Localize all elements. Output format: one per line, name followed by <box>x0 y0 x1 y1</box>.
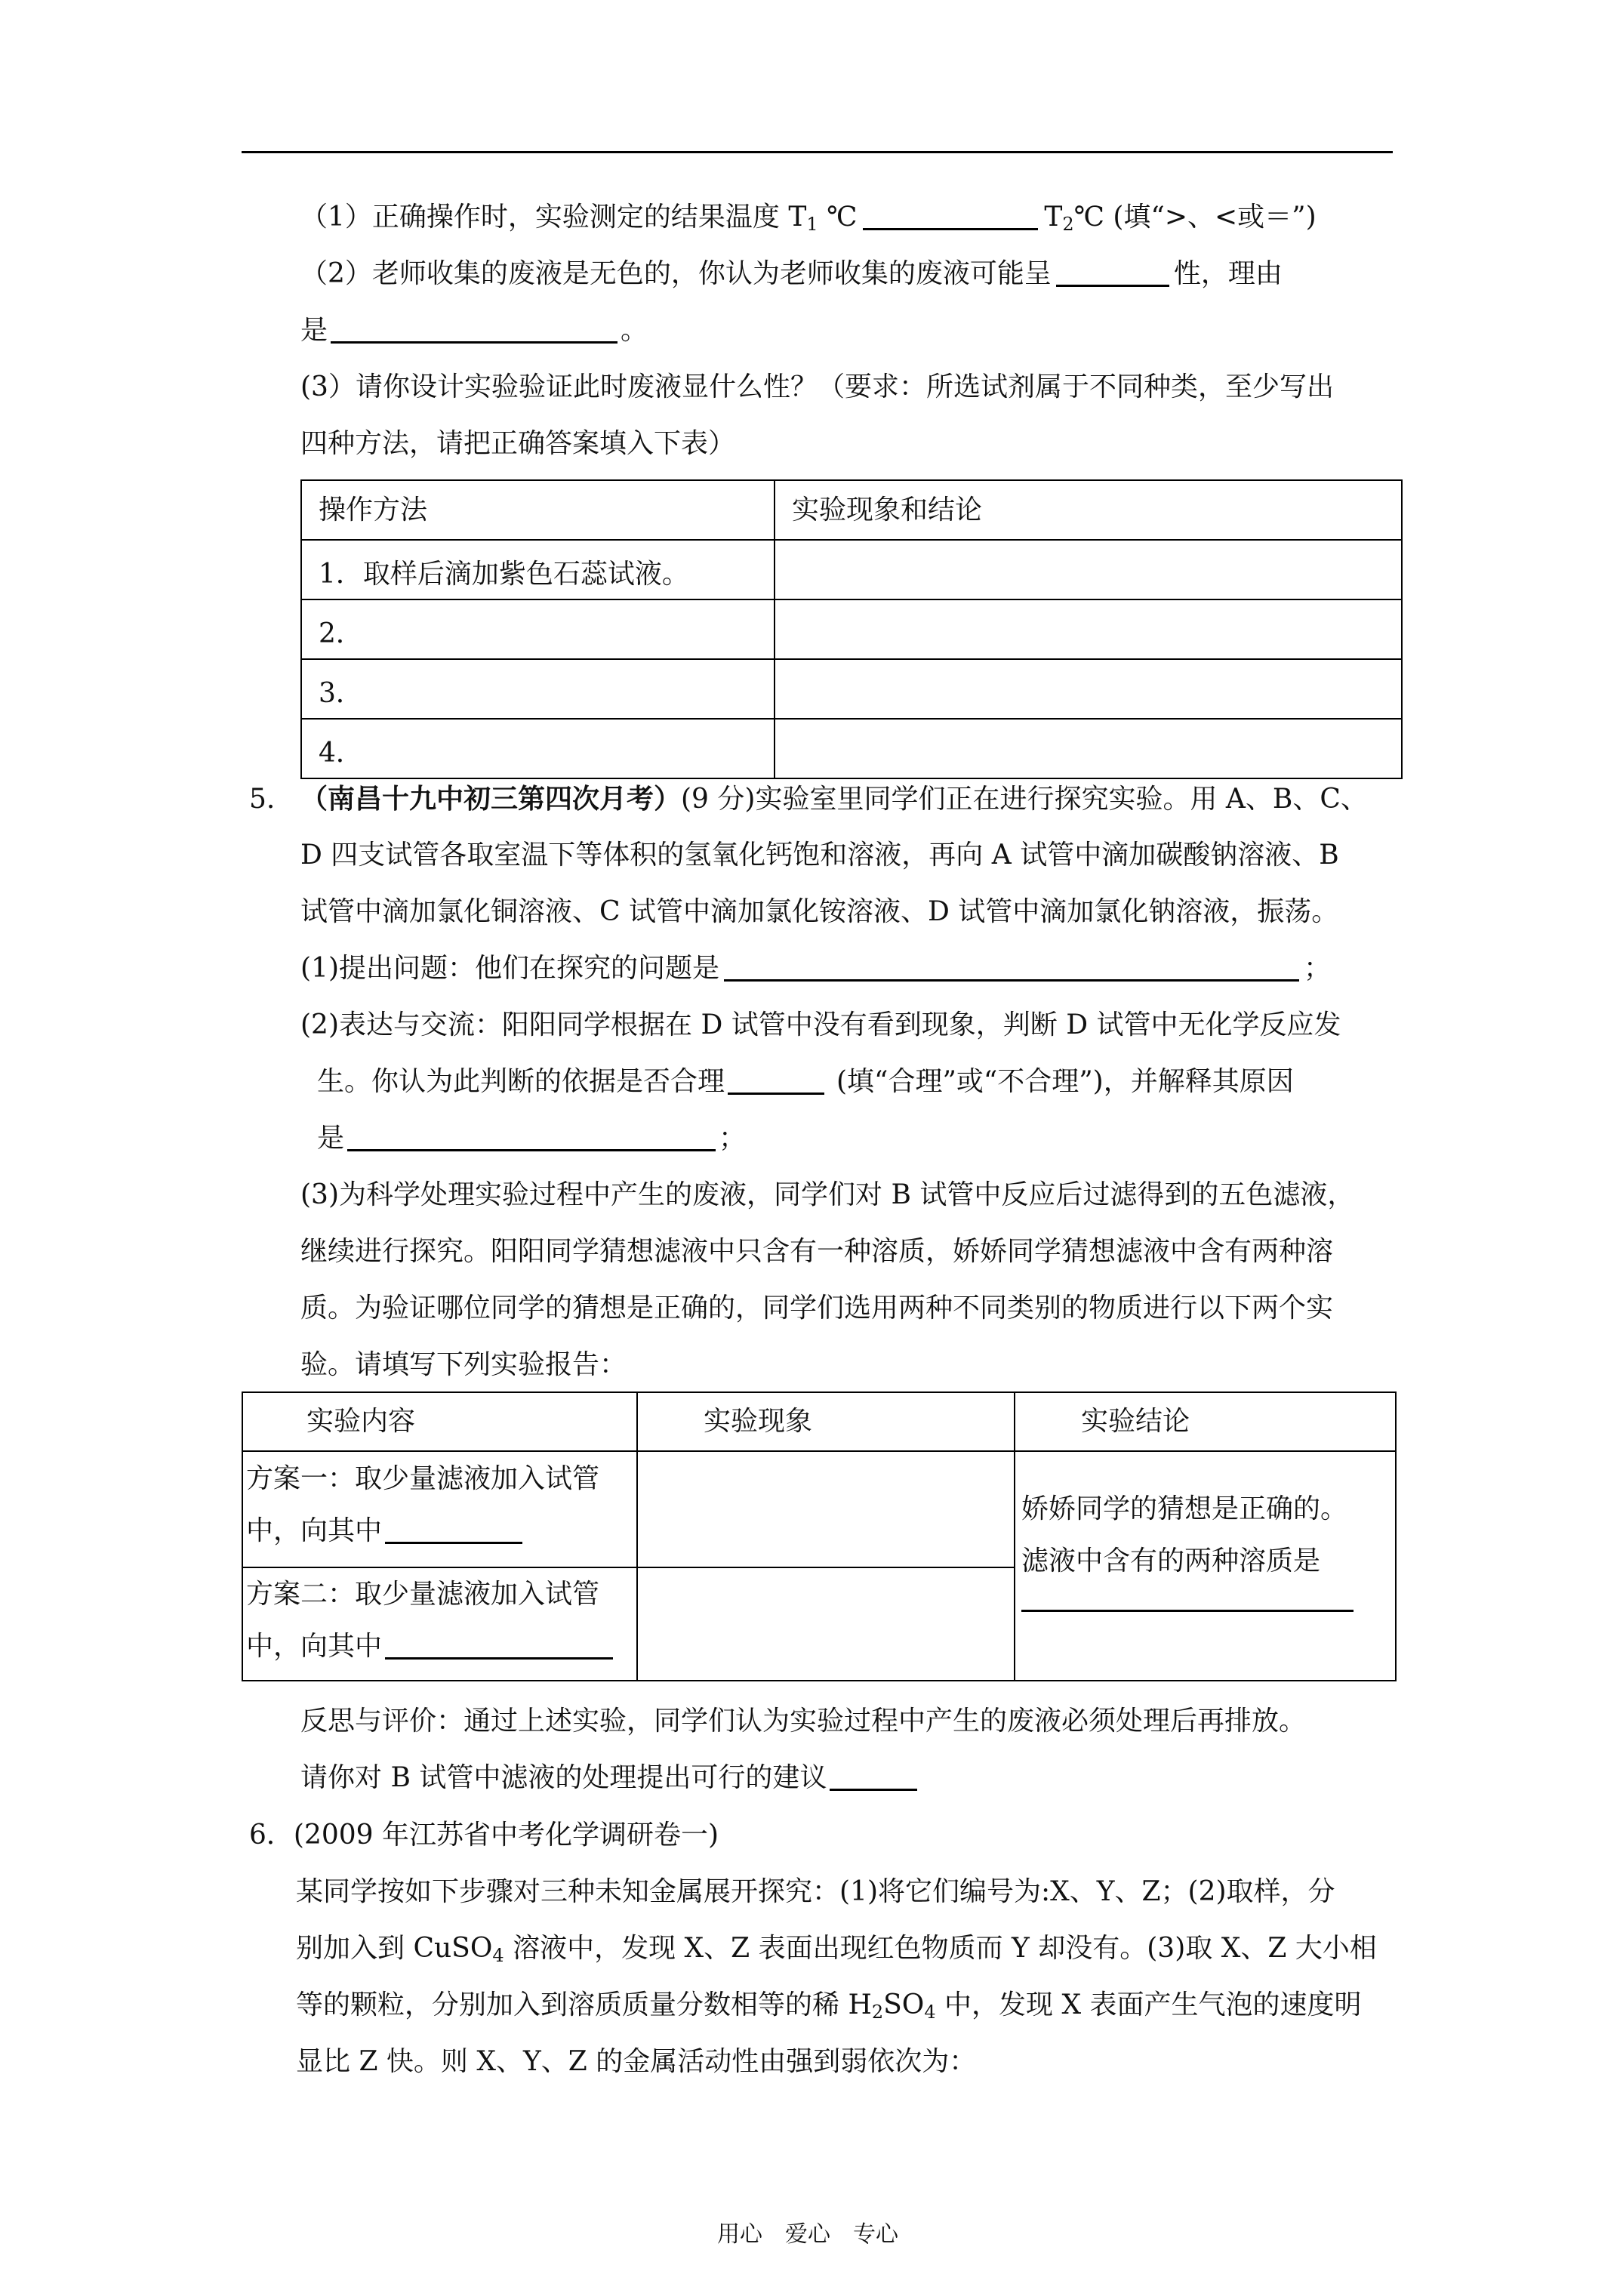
answer-blank[interactable] <box>385 1518 522 1544</box>
q4-part2: （2）老师收集的废液是无色的，你认为老师收集的废液可能呈 性，理由 <box>300 258 1283 289</box>
table-row: 4． <box>319 738 363 769</box>
answer-blank[interactable] <box>347 1125 716 1151</box>
reflection-line2: 请你对 B 试管中滤液的处理提出可行的建议 <box>300 1764 917 1792</box>
answer-blank[interactable] <box>863 204 1038 230</box>
conclusion-text: 娇娇同学的猜想是正确的。 <box>1021 1493 1348 1524</box>
conclusion-text-cont: 滤液中含有的两种溶质是 <box>1021 1546 1321 1576</box>
page-footer: 用心 爱心 专心 <box>717 2221 898 2248</box>
table-header: 实验现象和结论 <box>792 495 983 525</box>
answer-cell[interactable] <box>775 599 1402 659</box>
reflection-line1: 反思与评价：通过上述实验，同学们认为实验过程中产生的废液必须处理后再排放。 <box>300 1706 1307 1737</box>
question-source: （南昌十九中初三第四次月考） <box>300 783 682 815</box>
q6-line1: 某同学按如下步骤对三种未知金属展开探究：(1)将它们编号为:X、Y、Z；(2)取样，分 <box>296 1876 1335 1907</box>
answer-blank[interactable] <box>1056 260 1169 287</box>
q6-header: 6．(2009 年江苏省中考化学调研卷一) <box>249 1820 719 1851</box>
table-header: 实验现象 <box>704 1406 813 1437</box>
table-row: 2． <box>319 618 363 649</box>
answer-cell[interactable] <box>775 719 1402 778</box>
q5-line1: 5. （南昌十九中初三第四次月考）(9 分)实验室里同学们正在进行探究实验。用 A、B、C、 <box>249 783 1368 815</box>
q5-line3: 试管中滴加氯化铜溶液、C 试管中滴加氯化铵溶液、D 试管中滴加氯化钠溶液，振荡。 <box>300 896 1339 927</box>
answer-blank[interactable] <box>385 1633 613 1660</box>
q6-line2: 别加入到 CuSO$_4$ 溶液中，发现 X、Z 表面出现红色物质而 Y 却没有。(3)取 X、Z 大小相 <box>296 1933 1377 1966</box>
table-header: 操作方法 <box>319 495 428 525</box>
answer-cell[interactable] <box>775 540 1402 599</box>
q5-sub3-line3: 质。为验证哪位同学的猜想是正确的，同学们选用两种不同类别的物质进行以下两个实 <box>300 1293 1334 1324</box>
plan1-text-cont: 中，向其中 <box>246 1518 522 1545</box>
q4-part1: （1）正确操作时，实验测定的结果温度 $T_1$ ℃ $T_2℃$ (填“>、<或＝”) <box>300 202 1317 235</box>
methods-table <box>300 479 1403 779</box>
table-divider <box>243 1567 1014 1568</box>
q5-sub3-line1: (3)为科学处理实验过程中产生的废液，同学们对 B 试管中反应后过滤得到的五色滤液， <box>300 1179 1355 1210</box>
q6-line4: 显比 Z 快。则 X、Y、Z 的金属活动性由强到弱依次为： <box>296 2046 977 2077</box>
q5-sub2-line3: 是 ； <box>317 1123 747 1154</box>
q5-sub3-line2: 继续进行探究。阳阳同学猜想滤液中只含有一种溶质，娇娇同学猜想滤液中含有两种溶 <box>300 1236 1334 1267</box>
q4-part2-cont: 是 。 <box>300 315 648 346</box>
plan2-text-cont: 中，向其中 <box>246 1633 613 1660</box>
table-divider <box>243 1450 1395 1452</box>
plan2-text: 方案二：取少量滤液加入试管 <box>246 1579 600 1610</box>
table-divider <box>636 1393 638 1680</box>
answer-blank[interactable] <box>724 955 1299 982</box>
q5-sub1: (1)提出问题：他们在探究的问题是 ； <box>300 953 1332 984</box>
table-divider <box>1014 1393 1015 1680</box>
plan1-text: 方案一：取少量滤液加入试管 <box>246 1463 600 1494</box>
answer-cell[interactable] <box>775 659 1402 719</box>
experiment-report-table <box>242 1391 1397 1681</box>
q6-line3: 等的颗粒，分别加入到溶质质量分数相等的稀 $H_2SO_4$ 中，发现 X 表面产生气泡的速度明 <box>296 1989 1362 2023</box>
header-rule <box>242 151 1393 153</box>
q5-sub2-line2: 生。你认为此判断的依据是否合理 (填“合理”或“不合理”)，并解释其原因 <box>317 1066 1294 1097</box>
table-header: 实验结论 <box>1081 1406 1190 1437</box>
table-header: 实验内容 <box>306 1406 416 1437</box>
answer-blank[interactable] <box>331 317 617 344</box>
q5-sub2-line1: (2)表达与交流：阳阳同学根据在 D 试管中没有看到现象，判断 D 试管中无化学反应发 <box>300 1009 1341 1040</box>
question-number: 5. <box>249 784 276 815</box>
q4-part3-line1: (3）请你设计实验验证此时废液显什么性？（要求：所选试剂属于不同种类，至少写出 <box>300 371 1334 402</box>
answer-blank[interactable] <box>728 1068 824 1095</box>
q5-line2: D 四支试管各取室温下等体积的氢氧化钙饱和溶液，再向 A 试管中滴加碳酸钠溶液、B <box>300 840 1339 871</box>
table-row: 3． <box>319 678 363 709</box>
q5-sub3-line4: 验。请填写下列实验报告： <box>300 1349 627 1380</box>
table-row: 1．取样后滴加紫色石蕊试液。 <box>319 559 689 590</box>
answer-blank[interactable] <box>1021 1586 1354 1612</box>
answer-blank[interactable] <box>830 1764 917 1791</box>
q4-part3-line2: 四种方法，请把正确答案填入下表） <box>300 428 736 459</box>
